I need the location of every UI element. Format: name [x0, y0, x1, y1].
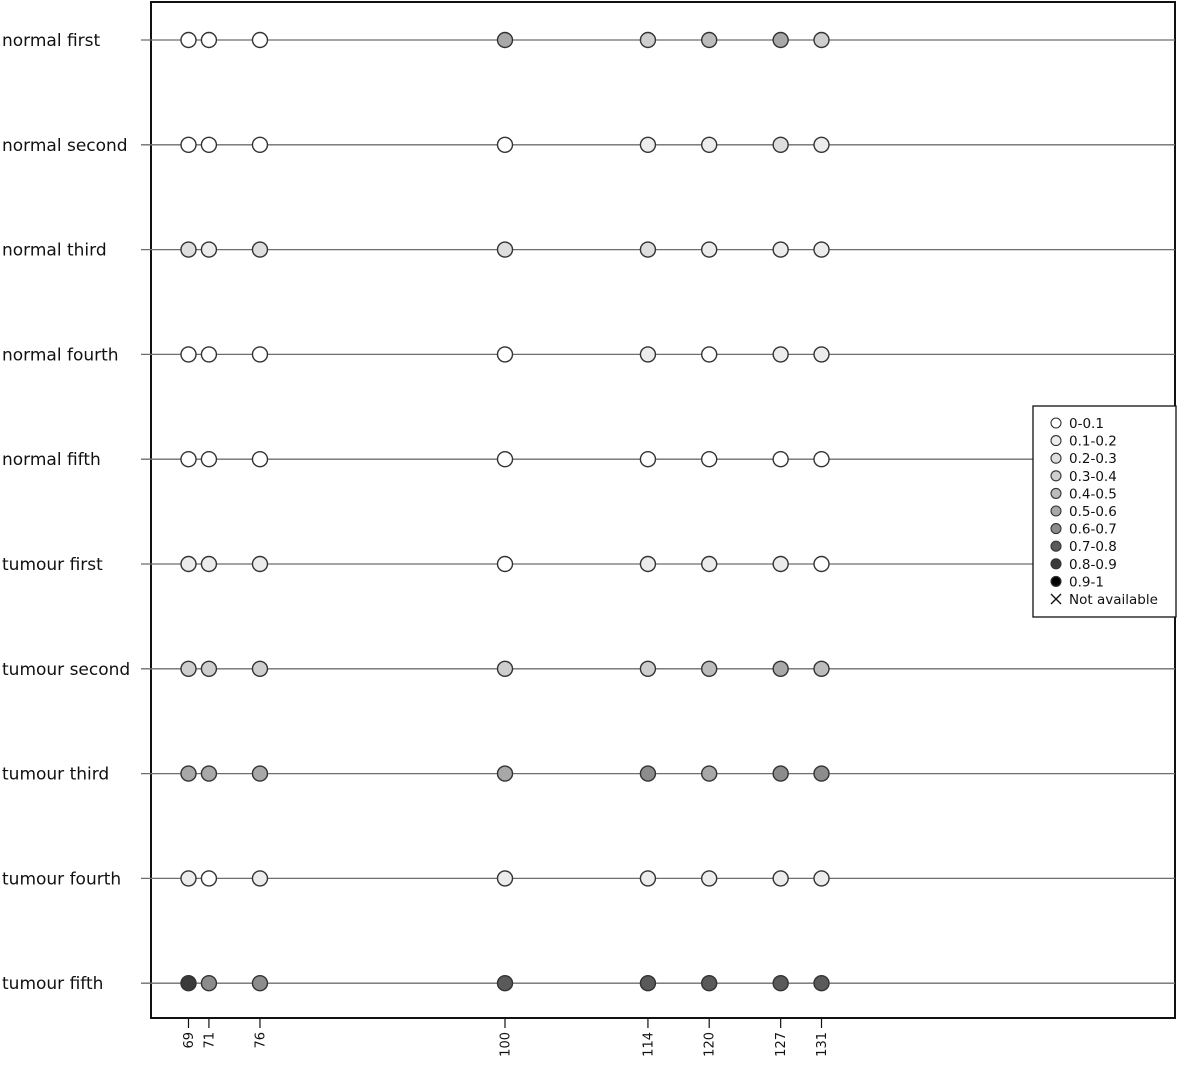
- data-point: [252, 871, 267, 886]
- data-point: [181, 33, 196, 48]
- data-point: [181, 452, 196, 467]
- legend-swatch: [1051, 488, 1061, 498]
- data-point: [702, 661, 717, 676]
- data-point: [201, 661, 216, 676]
- legend-swatch: [1051, 559, 1061, 569]
- x-tick-label: 131: [815, 1032, 830, 1057]
- row-label: tumour fifth: [2, 974, 104, 995]
- data-point: [498, 347, 513, 362]
- row-label: normal fourth: [2, 345, 119, 366]
- plot-frame: [151, 2, 1175, 1018]
- data-point: [181, 766, 196, 781]
- data-point: [773, 452, 788, 467]
- data-point: [252, 766, 267, 781]
- row-label: normal first: [2, 31, 101, 51]
- row-label: tumour fourth: [2, 869, 122, 890]
- x-axis-ticks: [182, 1018, 830, 1057]
- data-point: [498, 242, 513, 257]
- data-point: [201, 557, 216, 572]
- data-point: [201, 33, 216, 48]
- legend-label: 0.8-0.9: [1069, 556, 1117, 573]
- data-point: [773, 347, 788, 362]
- legend-label: 0.3-0.4: [1069, 468, 1117, 485]
- legend-label: 0.6-0.7: [1069, 521, 1117, 538]
- data-point: [498, 766, 513, 781]
- data-point: [814, 452, 829, 467]
- legend-swatch: [1051, 418, 1061, 428]
- row-labels: [2, 31, 130, 994]
- data-point: [252, 242, 267, 257]
- data-point: [814, 347, 829, 362]
- data-point: [640, 871, 655, 886]
- data-point: [498, 137, 513, 152]
- data-points: [181, 33, 829, 991]
- data-point: [181, 557, 196, 572]
- data-point: [773, 557, 788, 572]
- row-label: tumour third: [2, 764, 110, 785]
- row-label: normal second: [2, 135, 128, 156]
- legend-label: 0.9-1: [1069, 574, 1104, 591]
- row-lines: [141, 40, 1175, 983]
- data-point: [773, 242, 788, 257]
- legend-swatch: [1051, 524, 1061, 534]
- data-point: [181, 976, 196, 991]
- data-point: [498, 871, 513, 886]
- legend-swatch: [1051, 471, 1061, 481]
- data-point: [640, 347, 655, 362]
- data-point: [640, 557, 655, 572]
- data-point: [252, 557, 267, 572]
- legend-swatch: [1051, 541, 1061, 551]
- legend-label: 0.7-0.8: [1069, 539, 1117, 556]
- data-point: [201, 242, 216, 257]
- legend-label: 0.2-0.3: [1069, 451, 1117, 468]
- data-point: [773, 766, 788, 781]
- data-point: [773, 33, 788, 48]
- data-point: [773, 661, 788, 676]
- data-point: [181, 242, 196, 257]
- data-point: [640, 137, 655, 152]
- x-tick-label: 120: [702, 1032, 718, 1057]
- x-tick-label: 71: [202, 1032, 218, 1049]
- data-point: [181, 137, 196, 152]
- x-tick-label: 127: [774, 1032, 790, 1057]
- data-point: [181, 871, 196, 886]
- data-point: [498, 33, 513, 48]
- data-point: [252, 452, 267, 467]
- legend-swatch: [1051, 453, 1061, 463]
- data-point: [498, 452, 513, 467]
- data-point: [773, 137, 788, 152]
- row-label: tumour second: [2, 659, 131, 680]
- data-point: [773, 976, 788, 991]
- data-point: [181, 347, 196, 362]
- data-point: [702, 347, 717, 362]
- data-point: [814, 242, 829, 257]
- data-point: [702, 766, 717, 781]
- row-label: tumour first: [2, 555, 103, 575]
- data-point: [201, 347, 216, 362]
- data-point: [702, 242, 717, 257]
- legend-swatch: [1051, 506, 1061, 516]
- data-point: [640, 33, 655, 48]
- data-point: [702, 137, 717, 152]
- data-point: [702, 33, 717, 48]
- data-point: [640, 661, 655, 676]
- row-label: normal third: [2, 240, 107, 261]
- data-point: [702, 976, 717, 991]
- legend-swatch: [1051, 436, 1061, 446]
- data-point: [498, 976, 513, 991]
- legend-label: 0.1-0.2: [1069, 433, 1117, 450]
- data-point: [201, 766, 216, 781]
- legend-label: 0.4-0.5: [1069, 486, 1117, 503]
- data-point: [640, 452, 655, 467]
- row-label: normal fifth: [2, 450, 101, 471]
- data-point: [814, 976, 829, 991]
- data-point: [498, 557, 513, 572]
- data-point: [640, 242, 655, 257]
- data-point: [201, 137, 216, 152]
- data-point: [640, 976, 655, 991]
- x-tick-label: 114: [641, 1032, 657, 1057]
- data-point: [498, 661, 513, 676]
- data-point: [814, 137, 829, 152]
- data-point: [640, 766, 655, 781]
- data-point: [201, 976, 216, 991]
- data-point: [814, 661, 829, 676]
- data-point: [773, 871, 788, 886]
- legend-label-not-available: Not available: [1069, 592, 1158, 608]
- data-point: [252, 33, 267, 48]
- data-point: [814, 766, 829, 781]
- data-point: [252, 661, 267, 676]
- legend-label: 0.5-0.6: [1069, 504, 1117, 520]
- data-point: [201, 871, 216, 886]
- data-point: [814, 33, 829, 48]
- data-point: [814, 557, 829, 572]
- data-point: [814, 871, 829, 886]
- legend: [1033, 406, 1176, 617]
- data-point: [252, 976, 267, 991]
- data-point: [181, 661, 196, 676]
- x-tick-label: 76: [253, 1032, 269, 1049]
- data-point: [252, 137, 267, 152]
- data-point: [252, 347, 267, 362]
- legend-swatch: [1051, 576, 1061, 586]
- x-tick-label: 69: [182, 1032, 197, 1049]
- data-point: [702, 557, 717, 572]
- data-point: [201, 452, 216, 467]
- data-point: [702, 452, 717, 467]
- data-point: [702, 871, 717, 886]
- legend-label: 0-0.1: [1069, 416, 1104, 432]
- x-tick-label: 100: [498, 1032, 514, 1057]
